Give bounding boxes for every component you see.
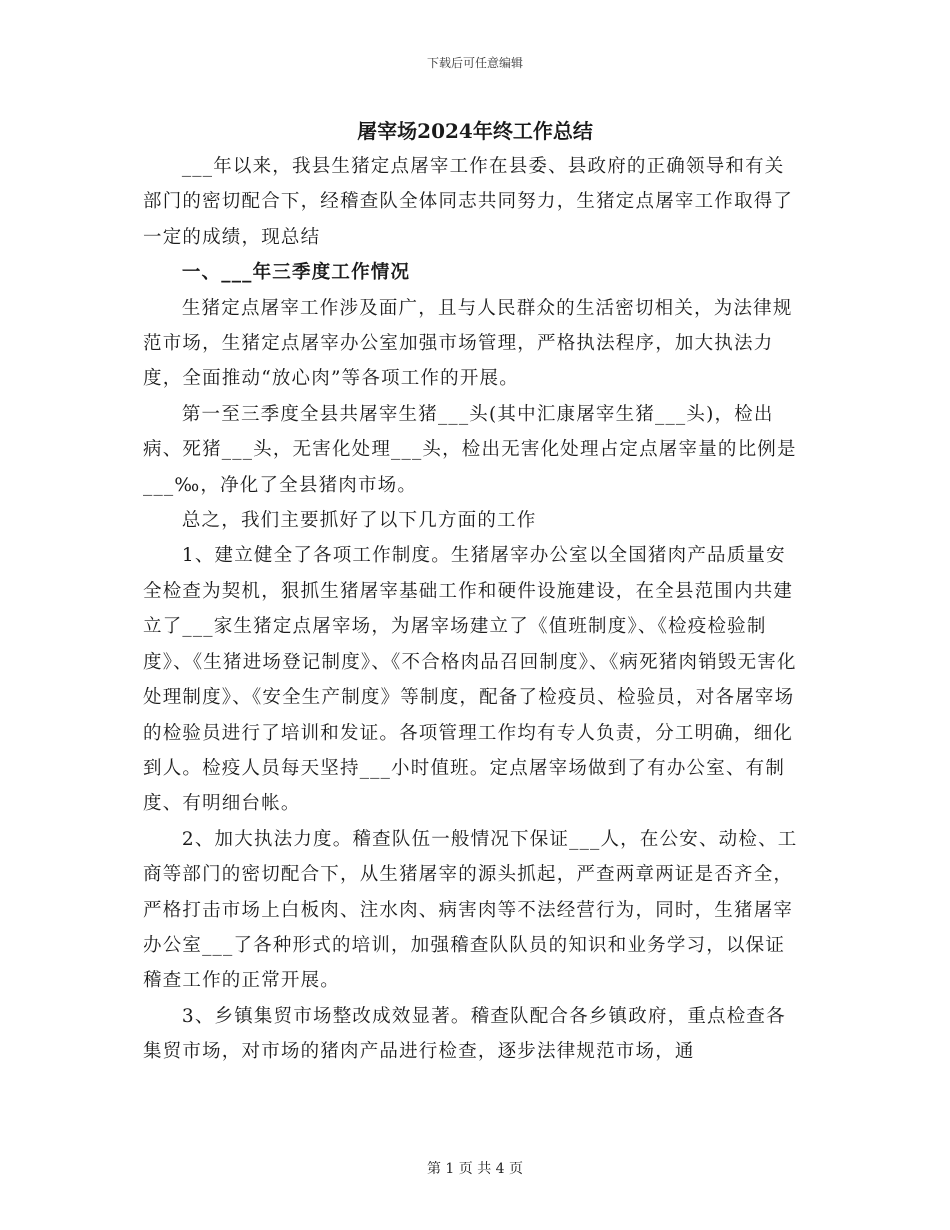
page-header: 下载后可任意编辑: [426, 56, 523, 70]
paragraph-item-2: 2、加大执法力度。稽查队伍一般情况下保证___人，在公安、动检、工商等部门的密切配合下，从生猪屠宰的源头抓起，严查两章两证是否齐全，严格打击市场上白板肉、注水肉、病害肉等不法经营行为，同时，生猪屠宰办公室___了各种形式的培训，加强稽查队队员的知识和业务学习，以保证稽查工作的正常开展。: [143, 828, 798, 992]
document-body: [143, 149, 803, 1070]
paragraph-item-3: 3、乡镇集贸市场整改成效显著。稽查队配合各乡镇政府，重点检查各集贸市场，对市场的猪肉产品进行检查，逐步法律规范市场，通: [143, 1005, 786, 1063]
section-heading-1: 一、___年三季度工作情况: [181, 262, 411, 284]
paragraph-item-1: 1、建立健全了各项工作制度。生猪屠宰办公室以全国猪肉产品质量安全检查为契机，狠抓生猪屠宰基础工作和硬件设施建设，在全县范围内共建立了___家生猪定点屠宰场，为屠宰场建立了《值班制度》、《检疫检验制度》、《生猪进场登记制度》、《不合格肉品召回制度》、《病死猪肉销毁无害化处理制度》、《安全生产制度》等制度，配备了检疫员、检验员，对各屠宰场的检验员进行了培训和发证。各项管理工作均有专人负责，分工明确，细化到人。检疫人员每天坚持___小时值班。定点屠宰场做到了有办公室、有制度、有明细台帐。: [143, 545, 797, 815]
paragraph-intro: ___年以来，我县生猪定点屠宰工作在县委、县政府的正确领导和有关部门的密切配合下，经稽查队全体同志共同努力，生猪定点屠宰工作取得了一定的成绩，现总结: [143, 156, 794, 248]
paragraph: 第一至三季度全县共屠宰生猪___头(其中汇康屠宰生猪___头)，检出病、死猪___头，无害化处理___头，检出无害化处理占定点屠宰量的比例是___‰，净化了全县猪肉市场。: [143, 403, 797, 496]
document-title: 屠宰场2024年终工作总结: [357, 119, 593, 143]
page-footer: 第 1 页 共 4 页: [426, 1161, 524, 1177]
paragraph: 总之，我们主要抓好了以下几方面的工作: [181, 510, 537, 532]
paragraph: 生猪定点屠宰工作涉及面广，且与人民群众的生活密切相关，为法律规范市场，生猪定点屠宰办公室加强市场管理，严格执法程序，加大执法力度，全面推动“放心肉”等各项工作的开展。: [143, 297, 793, 390]
